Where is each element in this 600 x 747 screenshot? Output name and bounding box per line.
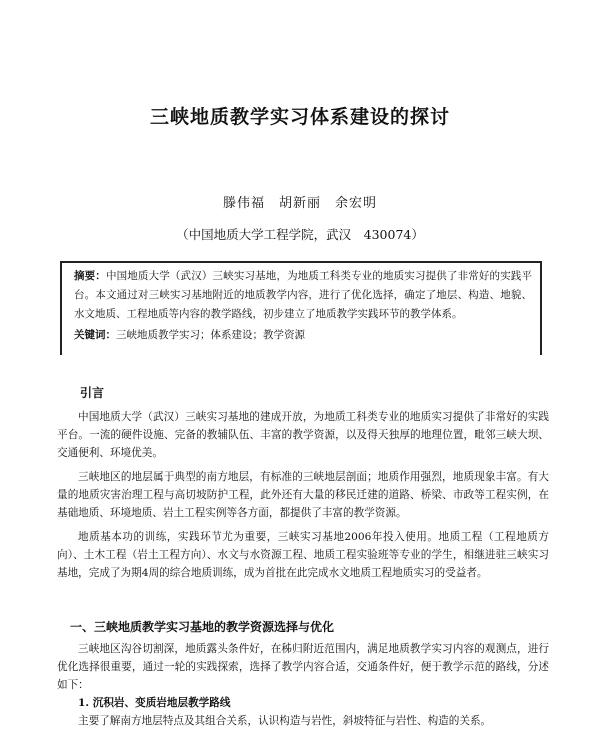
keywords	[74, 326, 532, 345]
keywords-label: 关键词：	[74, 329, 116, 341]
author-list: 滕伟福 胡新丽 余宏明	[222, 196, 377, 211]
abstract-box	[60, 261, 542, 355]
affiliation: （中国地质大学工程学院，武汉 430074）	[176, 227, 424, 242]
abstract-label: 摘要：	[74, 270, 106, 282]
section-1-heading: 一、三峡地质教学实习基地的教学资源选择与优化	[70, 620, 335, 634]
keywords-body: 三峡地质教学实习；体系建设；教学资源	[116, 329, 305, 341]
intro-paragraph-1: 中国地质大学（武汉）三峡实习基地的建成开放，为地质工科类专业的地质实习提供了非常好的实践平台。一流的硬件设施、完备的教辅队伍、丰富的教学资源，以及得天独厚的地理位置，毗邻三峡大坝、交通便利、环境优美。	[57, 411, 549, 459]
section-1-subheading: 1. 沉积岩、变质岩地层教学路线	[78, 697, 231, 709]
intro-body	[57, 408, 549, 582]
intro-paragraph-2: 三峡地区的地层属于典型的南方地层，有标准的三峡地层剖面；地质作用强烈，地质现象丰富。有大量的地质灾害治理工程与高切坡防护工程，此外还有大量的移民迁建的道路、桥梁、市政等工程实例，在基础地质、环境地质、岩土工程实例等各方面，都提供了丰富的教学资源。	[57, 471, 549, 519]
abstract-text	[74, 267, 532, 324]
intro-paragraph-3: 地质基本功的训练，实践环节尤为重要，三峡实习基地2006年投入使用。地质工程（工程地质方向）、土木工程（岩土工程方向）、水文与水资源工程、地质工程实验班等专业的学生，相继进驻三峡实习基地，完成了为期4周的综合地质训练，成为首批在此完成水文地质工程地质实习的受益者。	[57, 531, 549, 579]
section-1-subtext: 主要了解南方地层特点及其组合关系，认识构造与岩性，斜坡特征与岩性、构造的关系。	[78, 715, 492, 727]
paper-title: 三峡地质教学实习体系建设的探讨	[149, 106, 450, 128]
abstract-body: 中国地质大学（武汉）三峡实习基地，为地质工科类专业的地质实习提供了非常好的实践平台。本文通过对三峡实习基地附近的地质教学内容，进行了优化选择，确定了地层、构造、地貌、水文地质、工程地质等内容的教学路线，初步建立了地质教学实践环节的教学体系。	[74, 270, 533, 320]
intro-heading: 引言	[80, 386, 105, 400]
section-1-body	[57, 640, 549, 730]
section-1-paragraph: 三峡地区沟谷切割深，地质露头条件好，在秭归附近范围内，满足地质教学实习内容的观测点，进行优化选择很重要，通过一轮的实践探索，选择了教学内容合适，交通条件好，便于教学示范的路线，分述如下：	[57, 643, 549, 691]
